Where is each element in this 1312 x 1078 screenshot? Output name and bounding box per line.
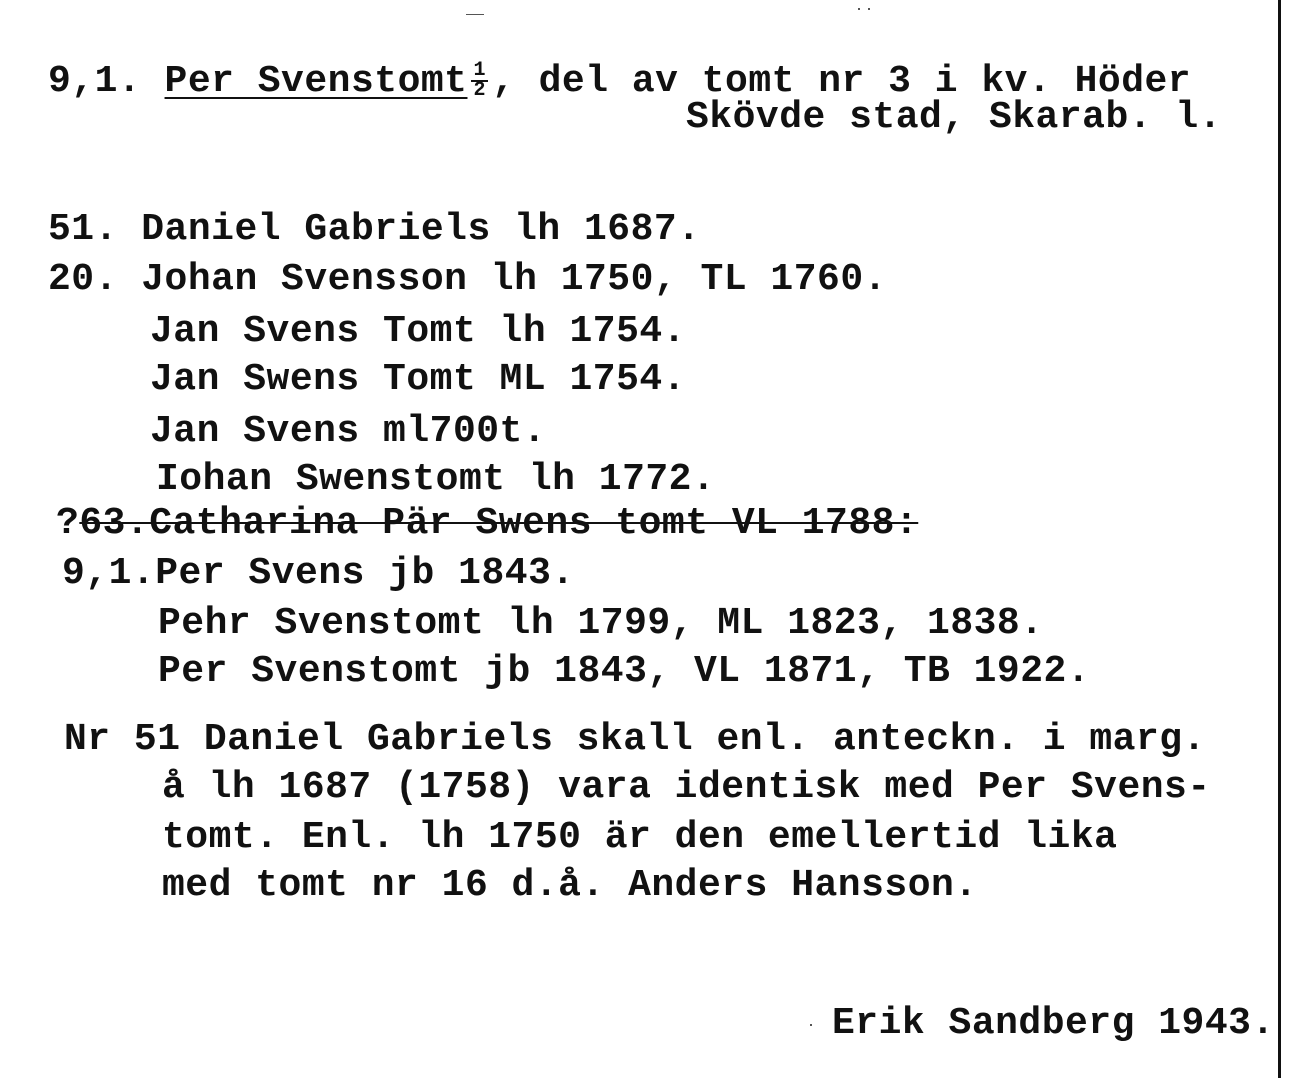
- entry-row: [48, 258, 887, 302]
- entry-row: [158, 650, 1090, 694]
- struck-entry: [56, 502, 918, 546]
- entry-row: [48, 208, 701, 252]
- entry-text: Per Svens jb 1843.: [155, 552, 575, 595]
- scan-speck: [858, 8, 860, 10]
- entry-number: 51.: [48, 208, 118, 251]
- entry-row: [150, 410, 546, 454]
- header-number: 9,1.: [48, 60, 142, 103]
- entry-row: [150, 310, 686, 354]
- entry-text: Jan Svens ml700t.: [150, 410, 547, 453]
- entry-row: [150, 358, 686, 402]
- entry-number: 20.: [48, 258, 118, 301]
- fraction-numerator: 1: [473, 58, 486, 82]
- entry-number: 9,1.: [62, 552, 156, 595]
- header-name: Per Svenstomt: [164, 60, 468, 103]
- header-fraction: [471, 58, 488, 102]
- entry-text: Pehr Svenstomt lh 1799, ML 1823, 1838.: [158, 602, 1044, 645]
- note-line-1: Nr 51 Daniel Gabriels skall enl. anteckn. i marg.: [64, 718, 1206, 761]
- header-line-2: Skövde stad, Skarab. l.: [686, 96, 1222, 139]
- entry-text: Jan Swens Tomt ML 1754.: [150, 358, 686, 401]
- header-rest: , del av tomt nr 3 i kv. Höder: [492, 60, 1192, 103]
- entry-text: Jan Svens Tomt lh 1754.: [150, 310, 686, 353]
- entry-row: [156, 458, 715, 502]
- scan-speck: [810, 1024, 812, 1026]
- note-line-4: med tomt nr 16 d.å. Anders Hansson.: [162, 864, 978, 907]
- note-line-3: tomt. Enl. lh 1750 är den emellertid lika: [162, 816, 1118, 859]
- entry-row: [62, 552, 575, 596]
- scan-speck: [466, 14, 484, 15]
- signature: Erik Sandberg 1943.: [832, 1002, 1275, 1045]
- struck-prefix: ?: [56, 502, 80, 545]
- entry-row: [158, 602, 1044, 646]
- note-line-2: å lh 1687 (1758) vara identisk med Per Svens-: [162, 766, 1211, 809]
- entry-text: Daniel Gabriels lh 1687.: [141, 208, 701, 251]
- entry-text: Per Svenstomt jb 1843, VL 1871, TB 1922.: [158, 650, 1091, 693]
- entry-text: Johan Svensson lh 1750, TL 1760.: [141, 258, 887, 301]
- fraction-denominator: 2: [473, 78, 486, 102]
- scan-speck: [868, 8, 870, 10]
- card-edge-line: [1278, 0, 1281, 1078]
- entry-text: Iohan Swenstomt lh 1772.: [156, 458, 716, 501]
- struck-text: 63.Catharina Pär Swens tomt VL 1788:: [79, 502, 919, 545]
